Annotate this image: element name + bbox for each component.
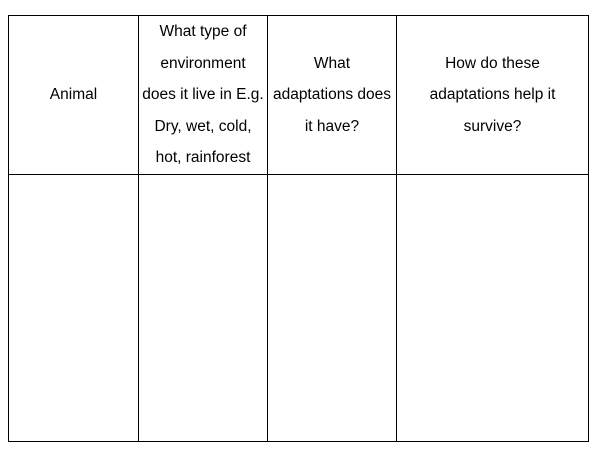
header-text: it have? bbox=[304, 117, 360, 135]
answer-cell-animal[interactable] bbox=[9, 174, 139, 441]
header-text: What type of bbox=[159, 23, 247, 40]
answer-row bbox=[9, 174, 589, 441]
header-animal bbox=[9, 16, 139, 175]
header-text: What bbox=[313, 54, 351, 72]
header-text: adaptations help it bbox=[429, 86, 556, 103]
header-text: How do these bbox=[445, 54, 540, 72]
answer-cell-environment[interactable] bbox=[139, 174, 268, 441]
header-text: Animal bbox=[49, 86, 98, 103]
answer-cell-survival[interactable] bbox=[397, 174, 589, 441]
answer-cell-adaptations[interactable] bbox=[268, 174, 397, 441]
header-text: environment bbox=[160, 54, 246, 72]
header-text: survive? bbox=[463, 117, 522, 135]
header-text: hot, rainforest bbox=[155, 149, 251, 166]
header-text: does it live in E.g. bbox=[142, 86, 264, 103]
header-environment bbox=[139, 16, 268, 175]
header-row bbox=[9, 16, 589, 175]
header-text: Dry, wet, cold, bbox=[154, 117, 252, 135]
header-text: adaptations does bbox=[272, 86, 392, 103]
header-survival bbox=[397, 16, 589, 175]
worksheet-table bbox=[8, 15, 589, 442]
header-adaptations bbox=[268, 16, 397, 175]
